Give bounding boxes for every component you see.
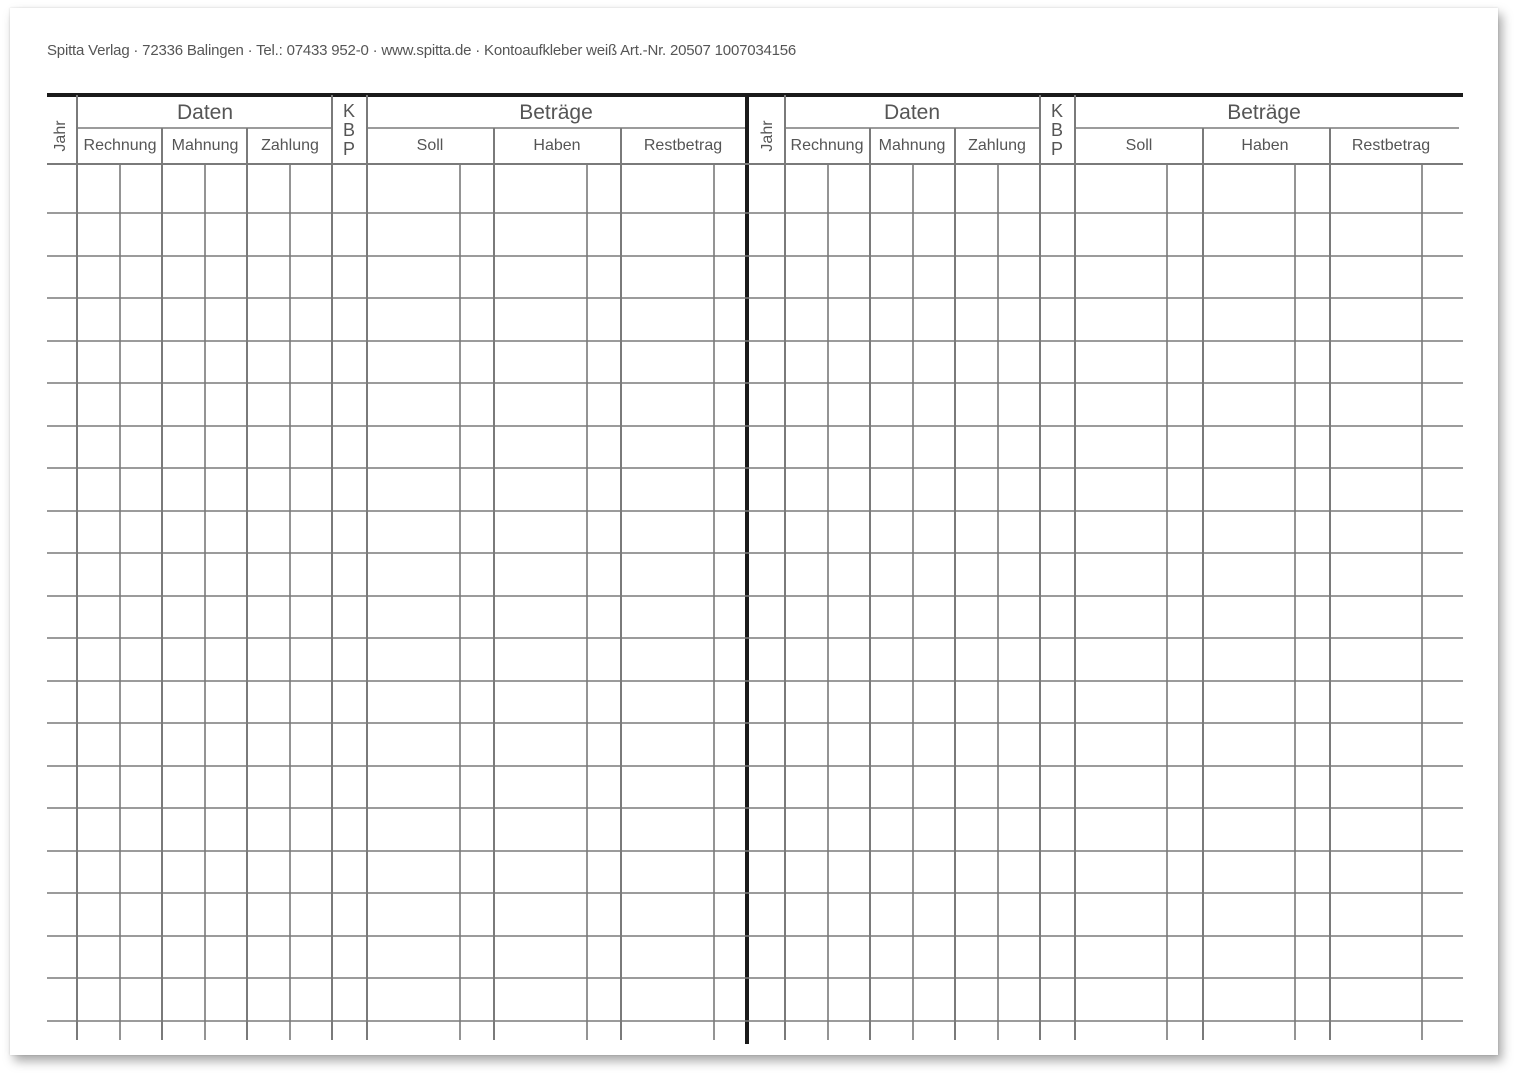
dates-header: Daten xyxy=(176,101,234,124)
amounts-header: Beträge xyxy=(1227,101,1301,124)
soll-header: Soll xyxy=(1125,137,1153,154)
soll-header: Soll xyxy=(416,137,444,154)
haben-header: Haben xyxy=(1241,137,1289,154)
kbp-k: K xyxy=(342,101,355,121)
kbp-b: B xyxy=(342,120,355,140)
kbp-b: B xyxy=(1050,120,1063,140)
kbp-p: P xyxy=(1050,139,1063,159)
kbp-k: K xyxy=(1050,101,1063,121)
year-label: Jahr xyxy=(52,120,69,152)
dates-header: Daten xyxy=(883,101,941,124)
mahnung-header: Mahnung xyxy=(878,137,946,154)
restbetrag-header: Restbetrag xyxy=(1351,137,1431,154)
year-label: Jahr xyxy=(759,120,776,152)
zahlung-header: Zahlung xyxy=(261,137,319,154)
mahnung-header: Mahnung xyxy=(171,137,239,154)
rechnung-header: Rechnung xyxy=(83,137,157,154)
amounts-header: Beträge xyxy=(519,101,593,124)
zahlung-header: Zahlung xyxy=(968,137,1026,154)
rechnung-header: Rechnung xyxy=(790,137,864,154)
kbp-p: P xyxy=(342,139,355,159)
imprint-text: Spitta Verlag · 72336 Balingen · Tel.: 07433 952-0 · www.spitta.de · Kontoaufkleber weiß Art.-Nr. 20507 1007034156 xyxy=(47,42,797,59)
haben-header: Haben xyxy=(533,137,581,154)
restbetrag-header: Restbetrag xyxy=(643,137,723,154)
